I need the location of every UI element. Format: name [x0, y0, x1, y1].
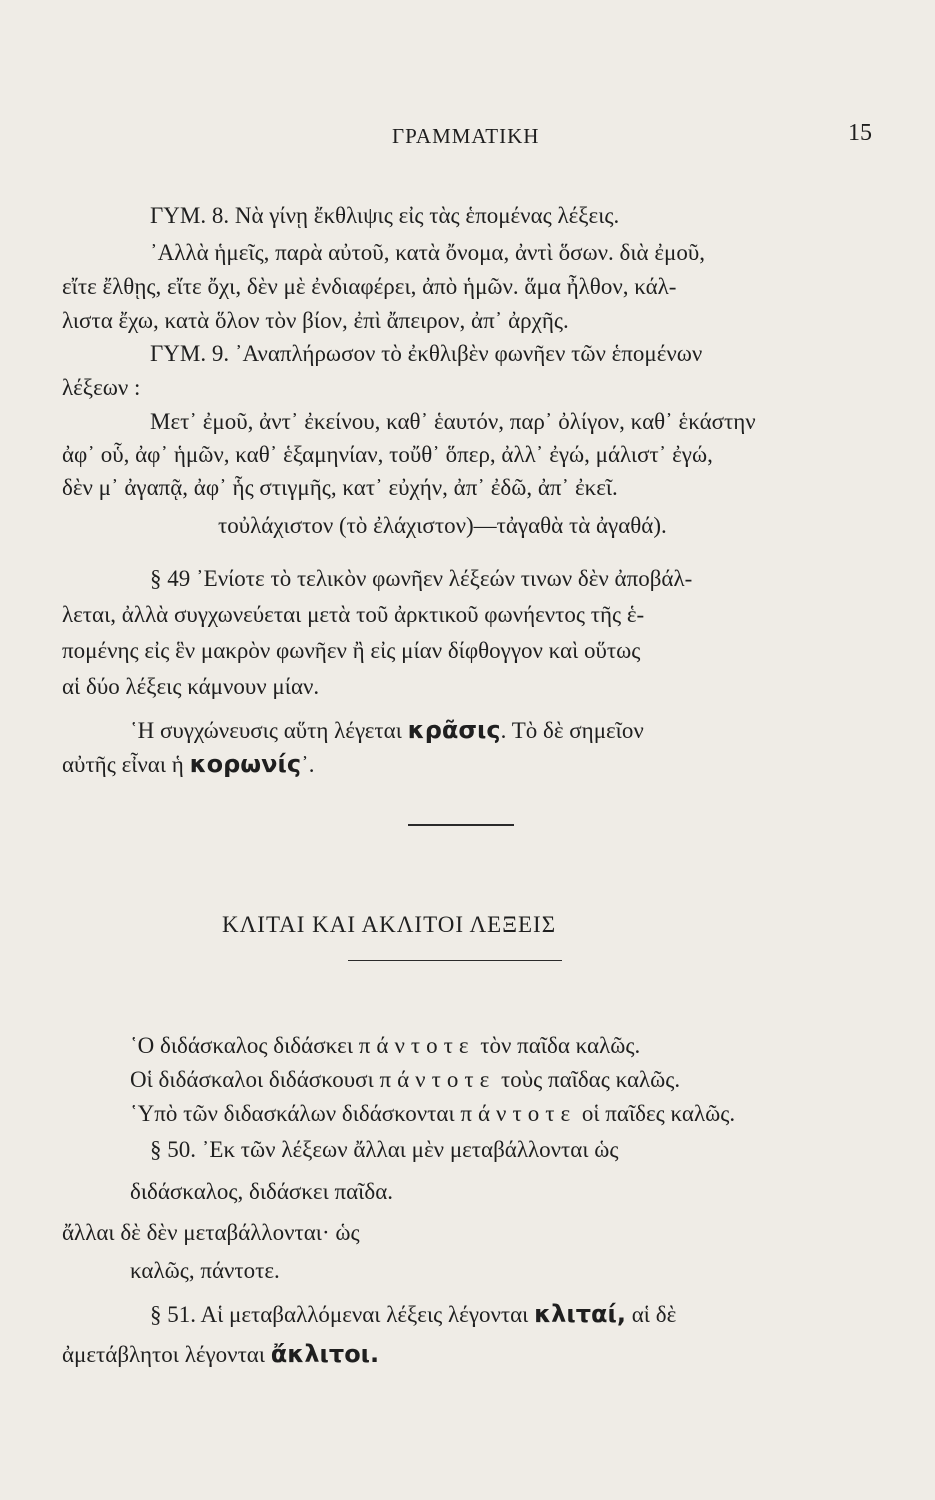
example-emphasis: πάντοτε [379, 1067, 496, 1092]
section-50-line: § 50. ᾿Εκ τῶν λέξεων ἄλλαι μὲν μεταβάλλονται ὡς [150, 1137, 619, 1162]
example-line [130, 1032, 640, 1060]
section-51-line [62, 1340, 379, 1369]
divider-rule [408, 824, 514, 826]
example-text: τὸν παῖδα καλῶς. [474, 1033, 641, 1058]
example-line [130, 1100, 735, 1128]
section-50-line: καλῶς, πάντοτε. [130, 1258, 280, 1283]
koronis-line [62, 750, 315, 779]
aklitoi-term: ἄκλιτοι. [270, 1340, 380, 1368]
krasis-post-text: . Τὸ δὲ σημεῖον [500, 718, 644, 743]
example-emphasis: πάντοτε [460, 1101, 577, 1126]
exercise-9-text-line: δὲν μ᾿ ἀγαπᾷ, ἀφ᾿ ἧς στιγμῆς, κατ᾿ εὐχήν, ἀπ᾿ ἐδῶ, ἀπ᾿ ἐκεῖ. [62, 475, 618, 500]
exercise-9-text-line: τοὐλάχιστον (τὸ ἐλάχιστον)—τἀγαθὰ τὰ ἀγαθά). [218, 513, 667, 538]
example-text: Οἱ διδάσκαλοι διδάσκουσι [130, 1067, 380, 1092]
klitai-term: κλιταί, [534, 1300, 626, 1328]
section-heading: ΚΛΙΤΑΙ ΚΑΙ ΑΚΛΙΤΟΙ ΛΕΞΕΙΣ [222, 912, 557, 937]
krasis-term: κρᾶσις [407, 716, 501, 744]
section-49-line: § 49 ᾿Ενίοτε τὸ τελικὸν φωνῆεν λέξεών τινων δὲν ἀποβάλ- [150, 566, 693, 591]
exercise-8-text-line: εἴτε ἔλθῃς, εἴτε ὄχι, δὲν μὲ ἐνδιαφέρει, ἀπὸ ἡμῶν. ἅμα ἦλθον, κάλ- [62, 274, 677, 299]
section-50-line: διδάσκαλος, διδάσκει παῖδα. [130, 1179, 393, 1204]
exercise-8-text-line: ᾿Αλλὰ ἡμεῖς, παρὰ αὐτοῦ, κατὰ ὄνομα, ἀντὶ ὅσων. διὰ ἐμοῦ, [150, 240, 705, 265]
koronis-post-text: ᾿. [301, 752, 315, 777]
example-text: οἱ παῖδες καλῶς. [576, 1101, 736, 1126]
example-emphasis: πάντοτε [358, 1033, 475, 1058]
section-50-line: ἄλλαι δὲ δὲν μεταβάλλονται· ὡς [62, 1220, 360, 1245]
section-51-line [150, 1300, 676, 1329]
example-text: ῾Ο διδάσκαλος διδάσκει [130, 1033, 359, 1058]
krasis-line [130, 716, 644, 745]
section-51-text: ἀμετάβλητοι λέγονται [62, 1342, 271, 1367]
exercise-8-text-line: λιστα ἔχω, κατὰ ὅλον τὸν βίον, ἐπὶ ἄπειρον, ἀπ᾿ ἀρχῆς. [62, 308, 569, 333]
exercise-9-text-line: ἀφ᾿ οὗ, ἀφ᾿ ἡμῶν, καθ᾿ ἑξαμηνίαν, τοὔθ᾿ ὅπερ, ἀλλ᾿ ἐγώ, μάλιστ᾿ ἐγώ, [62, 442, 713, 467]
exercise-9-text-line: λέξεων : [62, 375, 141, 400]
exercise-9-line: ΓΥΜ. 9. ᾿Αναπλήρωσον τὸ ἐκθλιβὲν φωνῆεν τῶν ἑπομένων [150, 341, 703, 366]
page-number: 15 [848, 120, 872, 146]
section-49-line: αἱ δύο λέξεις κάμνουν μίαν. [62, 674, 320, 699]
exercise-8-line: ΓΥΜ. 8. Νὰ γίνῃ ἔκθλιψις εἰς τὰς ἑπομένας λέξεις. [150, 203, 620, 228]
example-text: ῾Υπὸ τῶν διδασκάλων διδάσκονται [130, 1101, 461, 1126]
heading-underline-rule [348, 960, 562, 961]
koronis-pre-text: αὐτῆς εἶναι ἡ [62, 752, 190, 777]
example-text: τοὺς παῖδας καλῶς. [495, 1067, 681, 1092]
running-header-title: ΓΡΑΜΜΑΤΙΚΗ [392, 124, 540, 148]
example-line [130, 1066, 680, 1094]
koronis-term: κορωνίς [189, 750, 302, 778]
krasis-pre-text: ῾Η συγχώνευσις αὕτη λέγεται [130, 718, 408, 743]
exercise-9-text-line: Μετ᾿ ἐμοῦ, ἀντ᾿ ἐκείνου, καθ᾿ ἑαυτόν, παρ᾿ ὀλίγον, καθ᾿ ἑκάστην [150, 409, 756, 434]
section-49-line: πομένης εἰς ἓν μακρὸν φωνῆεν ἢ εἰς μίαν δίφθογγον καὶ οὕτως [62, 638, 641, 663]
section-51-text: § 51. Αἱ μεταβαλλόμεναι λέξεις λέγονται [150, 1302, 535, 1327]
section-49-line: λεται, ἀλλὰ συγχωνεύεται μετὰ τοῦ ἀρκτικοῦ φωνήεντος τῆς ἑ- [62, 602, 645, 627]
section-51-text: αἱ δὲ [626, 1302, 677, 1327]
